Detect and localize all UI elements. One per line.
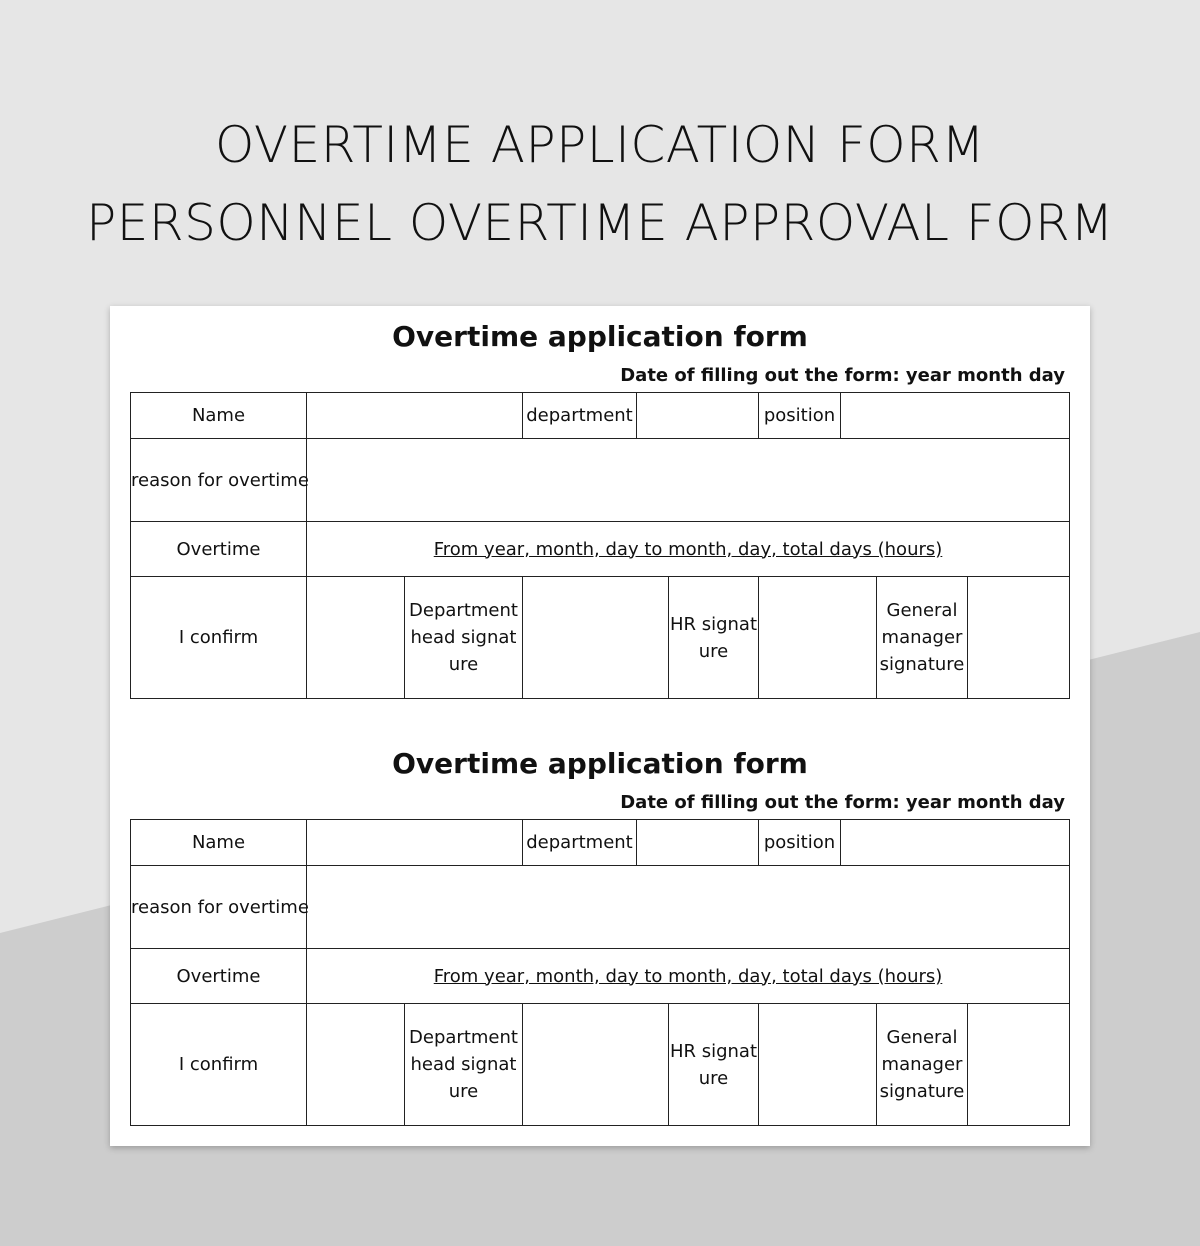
department-field[interactable]: [637, 820, 759, 866]
gm-signature-label: General manager signature: [877, 577, 968, 699]
department-field[interactable]: [637, 393, 759, 439]
table-row: [131, 1004, 1070, 1126]
name-label: Name: [131, 820, 307, 866]
hr-signature-field[interactable]: [759, 1004, 877, 1126]
position-field[interactable]: [841, 393, 1070, 439]
reason-field[interactable]: [307, 439, 1070, 522]
hr-signature-label: HR signature: [669, 1004, 759, 1126]
table-row: [131, 866, 1070, 949]
confirm-signature-field[interactable]: [307, 1004, 405, 1126]
form-date-line: Date of filling out the form: year month day: [620, 792, 1065, 813]
position-field[interactable]: [841, 820, 1070, 866]
position-label: position: [759, 393, 841, 439]
form-title: Overtime application form: [392, 320, 808, 353]
form-table: [130, 819, 1070, 1126]
department-label: department: [523, 820, 637, 866]
dept-head-signature-field[interactable]: [523, 1004, 669, 1126]
gm-signature-label: General manager signature: [877, 1004, 968, 1126]
confirm-label: I confirm: [131, 1004, 307, 1126]
dept-head-signature-label: Department head signature: [405, 1004, 523, 1126]
overtime-period-field[interactable]: From year, month, day to month, day, total days (hours): [307, 949, 1070, 1004]
hr-signature-label: HR signature: [669, 577, 759, 699]
table-row: [131, 393, 1070, 439]
position-label: position: [759, 820, 841, 866]
gm-signature-field[interactable]: [968, 577, 1070, 699]
confirm-signature-field[interactable]: [307, 577, 405, 699]
name-label: Name: [131, 393, 307, 439]
gm-signature-field[interactable]: [968, 1004, 1070, 1126]
table-row: [131, 820, 1070, 866]
form-sheet: [110, 306, 1090, 1146]
form-table: [130, 392, 1070, 699]
reason-label: reason for overtime: [131, 866, 307, 949]
name-field[interactable]: [307, 393, 523, 439]
banner-title: OVERTIME APPLICATION FORM: [214, 116, 986, 174]
form-title: Overtime application form: [392, 747, 808, 780]
overtime-period-field[interactable]: From year, month, day to month, day, total days (hours): [307, 522, 1070, 577]
reason-label: reason for overtime: [131, 439, 307, 522]
form-date-line: Date of filling out the form: year month day: [620, 365, 1065, 386]
confirm-label: I confirm: [131, 577, 307, 699]
overtime-label: Overtime: [131, 522, 307, 577]
banner-subtitle: PERSONNEL OVERTIME APPROVAL FORM: [86, 194, 1114, 252]
table-row: [131, 949, 1070, 1004]
hr-signature-field[interactable]: [759, 577, 877, 699]
table-row: [131, 439, 1070, 522]
dept-head-signature-label: Department head signature: [405, 577, 523, 699]
name-field[interactable]: [307, 820, 523, 866]
department-label: department: [523, 393, 637, 439]
reason-field[interactable]: [307, 866, 1070, 949]
table-row: [131, 577, 1070, 699]
dept-head-signature-field[interactable]: [523, 577, 669, 699]
overtime-label: Overtime: [131, 949, 307, 1004]
table-row: [131, 522, 1070, 577]
